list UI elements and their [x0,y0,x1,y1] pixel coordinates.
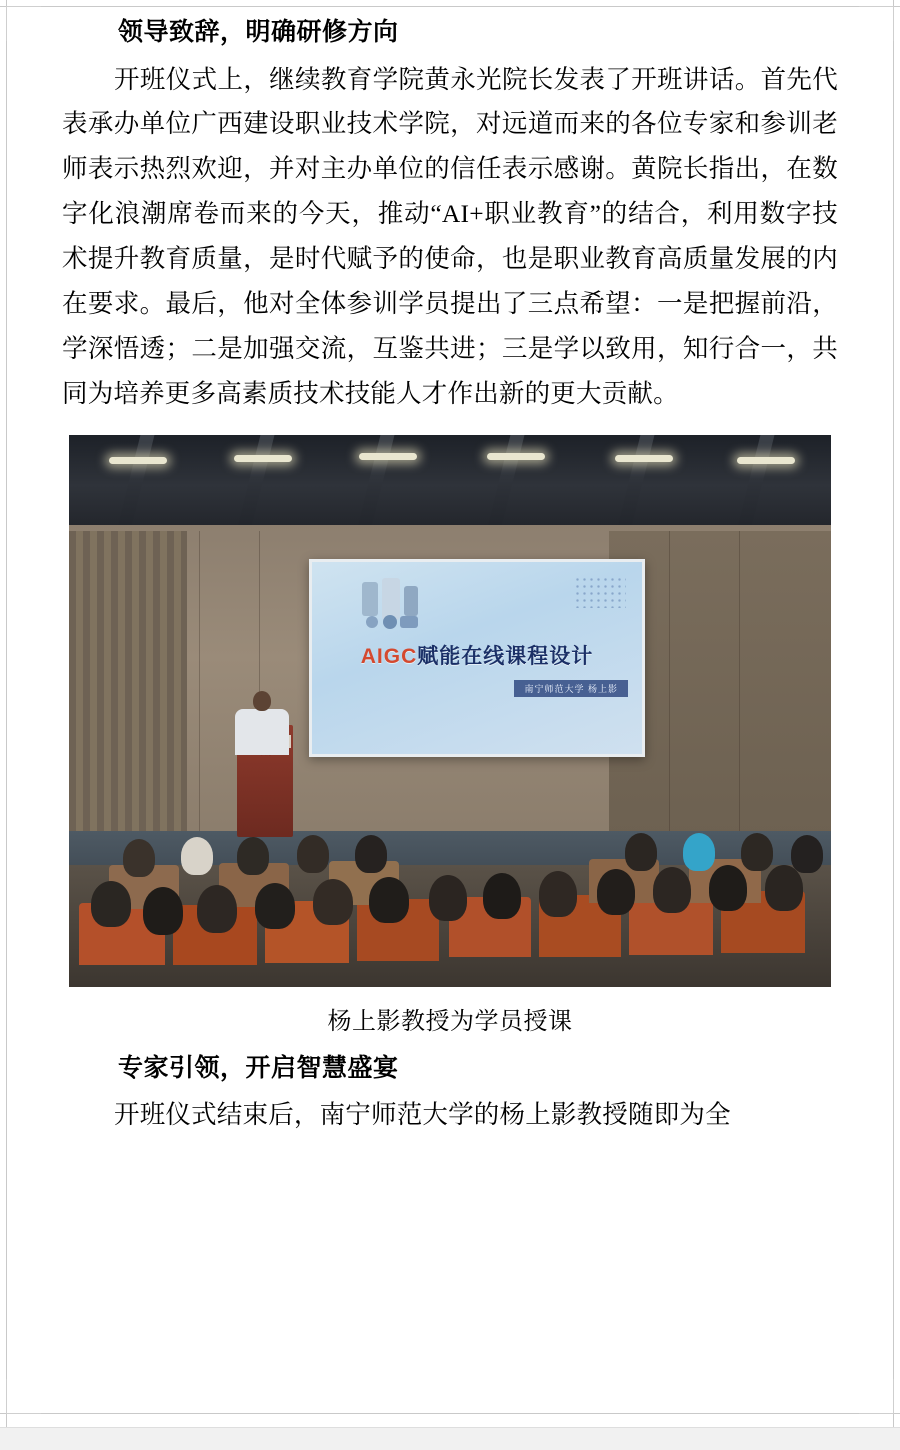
photo-wall-slats-left [69,531,187,831]
document-content [62,14,838,1138]
photo-screen-illustration [356,576,446,634]
photo-audience-member [709,865,747,911]
photo-projection-screen [309,559,645,757]
photo-ceiling-light [109,457,167,464]
crop-mark-bottom-left [6,1379,41,1414]
photo-audience-member [625,833,657,871]
photo-ceiling-light [234,455,292,462]
photo-screen-subtitle: 南宁师范大学 杨上影 [514,680,628,697]
photo-ceiling [69,435,831,527]
page-border-left [6,0,7,1450]
photo-audience-member [791,835,823,873]
photo-screen-title [312,640,642,670]
photo-audience-member [597,869,635,915]
paragraph-expert-lecture: 开班仪式结束后，南宁师范大学的杨上影教授随即为全 [114,1100,731,1129]
paragraph-opening-ceremony: 开班仪式上，继续教育学院黄永光院长发表了开班讲话。首先代表承办单位广西建设职业技术学院，对远道而来的各位专家和参训老师表示热烈欢迎，并对主办单位的信任表示感谢。黄院长指出，在数字化浪潮席卷而来的今天，推动“AI+职业教育”的结合，利用数字技术提升教育质量，是时代赋予的使命，也是职业教育高质量发展的内在要求。最后，他对全体参训学员提出了三点希望：一是把握前沿，学深悟透；二是加强交流，互鉴共进；三是学以致用，知行合一，共同为培养更多高素质技术技能人才作出新的更大贡献。 [62,64,838,408]
crop-mark-top-left [6,6,41,41]
photo-speaker-body [235,709,289,755]
page-border-right [893,0,894,1450]
photo-wall-panel-seam [739,531,740,837]
page-border-top [0,6,900,7]
photo-audience-member [369,877,409,923]
photo-audience-member [653,867,691,913]
photo-audience-member [313,879,353,925]
photo-audience-member [483,873,521,919]
photo-audience-member [539,871,577,917]
photo-audience-member [91,881,131,927]
crop-mark-bottom-right [859,1379,894,1414]
photo-speaker-head [253,691,271,711]
photo-wall-panel-seam [199,531,200,831]
photo-audience-member [143,887,183,935]
photo-wall-panel-seam [669,531,670,837]
photo-screen-dot-pattern [574,576,626,608]
photo-screen-title-rest: 赋能在线课程设计 [417,644,594,668]
photo-audience-member [255,883,295,929]
photo-audience-member [197,885,237,933]
viewer-bottom-bar [0,1427,900,1450]
photo-screen-title-highlight: AIGC [360,644,418,668]
photo-ceiling-light [487,453,545,460]
photo-audience-member [297,835,329,873]
photo-audience-member [683,833,715,871]
crop-mark-top-right [859,6,894,41]
photo-audience-member [741,833,773,871]
section-heading-leadership: 领导致辞，明确研修方向 [118,19,399,46]
figure-caption: 杨上影教授为学员授课 [327,1008,573,1035]
photo-audience-member [123,839,155,877]
photo-audience-member [355,835,387,873]
photo-audience-member [237,837,269,875]
page-border-bottom [0,1413,900,1414]
figure-lecture-photo [62,435,838,1036]
photo-audience-member [429,875,467,921]
photo-ceiling-light [737,457,795,464]
photo-ceiling-light [615,455,673,462]
photo-audience-member [181,837,213,875]
photo-lecture-hall [69,435,831,987]
photo-ceiling-light [359,453,417,460]
section-heading-expert: 专家引领，开启智慧盛宴 [118,1054,399,1082]
